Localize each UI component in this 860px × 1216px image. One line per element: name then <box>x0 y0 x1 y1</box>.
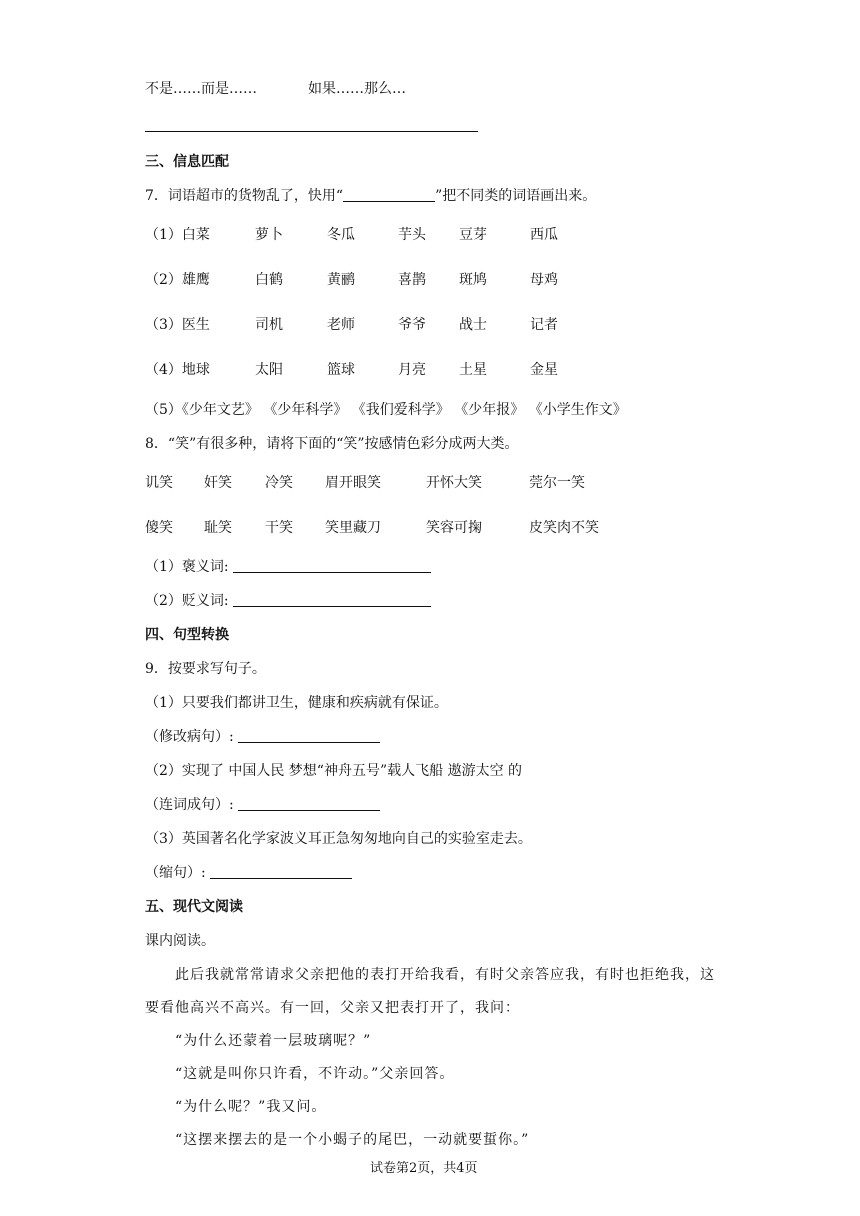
word-item[interactable]: 干笑 <box>265 520 293 536</box>
reading-paragraph-line-2: 要看他高兴不高兴。有一回，父亲又把表打开了，我问： <box>145 1000 520 1016</box>
word-item[interactable]: （1）白菜 <box>145 227 210 243</box>
q9-sentence-1: （1）只要我们都讲卫生，健康和疾病就有保证。 <box>145 695 448 711</box>
q7-row-5[interactable]: （5）《少年文艺》 《少年科学》 《我们爱科学》 《少年报》 《小学生作文》 <box>145 402 627 418</box>
word-item[interactable]: 篮球 <box>327 362 355 378</box>
word-item[interactable]: 金星 <box>530 362 558 378</box>
question-7 <box>145 187 596 205</box>
word-item[interactable]: 芋头 <box>398 227 426 243</box>
sentence-pattern-2: 如果……那么… <box>308 81 406 97</box>
word-item[interactable]: 记者 <box>530 317 558 333</box>
word-item[interactable]: 冷笑 <box>265 475 293 491</box>
commendatory-label: （1）褒义词: <box>145 559 229 575</box>
word-item[interactable]: 老师 <box>327 317 355 333</box>
reading-dialogue-3: “为什么呢？”我又问。 <box>175 1099 327 1115</box>
word-item[interactable]: 开怀大笑 <box>426 475 482 491</box>
word-item[interactable]: 奸笑 <box>204 475 232 491</box>
word-item[interactable]: 萝卜 <box>255 227 283 243</box>
question-8: 8．“笑”有很多种，请将下面的“笑”按感情色彩分成两大类。 <box>145 436 519 452</box>
word-item[interactable]: 斑鸠 <box>459 272 487 288</box>
word-item[interactable]: 莞尔一笑 <box>529 475 585 491</box>
reading-paragraph-line-1: 此后我就常常请求父亲把他的表打开给我看，有时父亲答应我，有时也拒绝我，这 <box>175 967 715 983</box>
word-item[interactable]: 笑容可掬 <box>426 520 482 536</box>
word-item[interactable]: 笑里藏刀 <box>325 520 381 536</box>
q9-sentence-3: （3）英国著名化学家波义耳正急匆匆地向自己的实验室走去。 <box>145 831 532 847</box>
derogatory-label: （2）贬义词: <box>145 593 229 609</box>
word-item[interactable]: （2）雄鹰 <box>145 272 210 288</box>
shorten-sentence-blank[interactable] <box>210 864 352 879</box>
section-heading-5: 五、现代文阅读 <box>145 899 243 915</box>
question-7-suffix: ”把不同类的词语画出来。 <box>435 188 597 204</box>
q9-answer-1 <box>145 728 380 746</box>
commendatory-blank[interactable] <box>233 558 431 573</box>
sentence-pattern-1: 不是……而是…… <box>145 81 257 97</box>
wavy-line-blank <box>343 187 435 202</box>
word-item[interactable]: 太阳 <box>255 362 283 378</box>
word-item[interactable]: （3）医生 <box>145 317 210 333</box>
word-item[interactable]: 白鹤 <box>255 272 283 288</box>
page-footer: 试卷第2页，共4页 <box>370 1161 478 1176</box>
q8-answer-1 <box>145 558 431 576</box>
reading-dialogue-1: “为什么还蒙着一层玻璃呢？” <box>175 1033 372 1049</box>
word-item[interactable]: 西瓜 <box>530 227 558 243</box>
word-item[interactable]: 豆芽 <box>459 227 487 243</box>
word-item[interactable]: 战士 <box>459 317 487 333</box>
question-7-prefix: 7．词语超市的货物乱了，快用“ <box>145 188 344 204</box>
q9-sentence-2: （2）实现了 中国人民 梦想“神舟五号”载人飞船 遨游太空 的 <box>145 763 523 779</box>
word-item[interactable]: 喜鹊 <box>398 272 426 288</box>
derogatory-blank[interactable] <box>233 592 431 607</box>
fix-sentence-blank[interactable] <box>238 728 380 743</box>
reading-dialogue-4: “这摆来摆去的是一个小蝎子的尾巴，一动就要蜇你。” <box>175 1132 530 1148</box>
section-heading-3: 三、信息匹配 <box>145 154 229 170</box>
reading-dialogue-2: “这就是叫你只许看，不许动。”父亲回答。 <box>175 1066 455 1082</box>
word-item[interactable]: 爷爷 <box>398 317 426 333</box>
word-item[interactable]: 土星 <box>459 362 487 378</box>
q8-answer-2 <box>145 592 431 610</box>
shorten-sentence-label: （缩句）: <box>145 865 206 881</box>
word-order-label: （连词成句）: <box>145 797 234 813</box>
q9-answer-3 <box>145 864 352 882</box>
word-order-blank[interactable] <box>238 796 380 811</box>
word-item[interactable]: （4）地球 <box>145 362 210 378</box>
word-item[interactable]: 月亮 <box>398 362 426 378</box>
word-item[interactable]: 黄鹂 <box>327 272 355 288</box>
word-item[interactable]: 皮笑肉不笑 <box>529 520 599 536</box>
word-item[interactable]: 讥笑 <box>145 475 173 491</box>
word-item[interactable]: 眉开眼笑 <box>325 475 381 491</box>
word-item[interactable]: 耻笑 <box>204 520 232 536</box>
word-item[interactable]: 司机 <box>255 317 283 333</box>
word-item[interactable]: 傻笑 <box>145 520 173 536</box>
q9-answer-2 <box>145 796 380 814</box>
reading-intro: 课内阅读。 <box>145 933 215 949</box>
section-heading-4: 四、句型转换 <box>145 627 229 643</box>
word-item[interactable]: 母鸡 <box>530 272 558 288</box>
question-9: 9．按要求写句子。 <box>145 661 266 677</box>
answer-line[interactable] <box>145 131 478 132</box>
word-item[interactable]: 冬瓜 <box>327 227 355 243</box>
fix-sentence-label: （修改病句）: <box>145 729 234 745</box>
